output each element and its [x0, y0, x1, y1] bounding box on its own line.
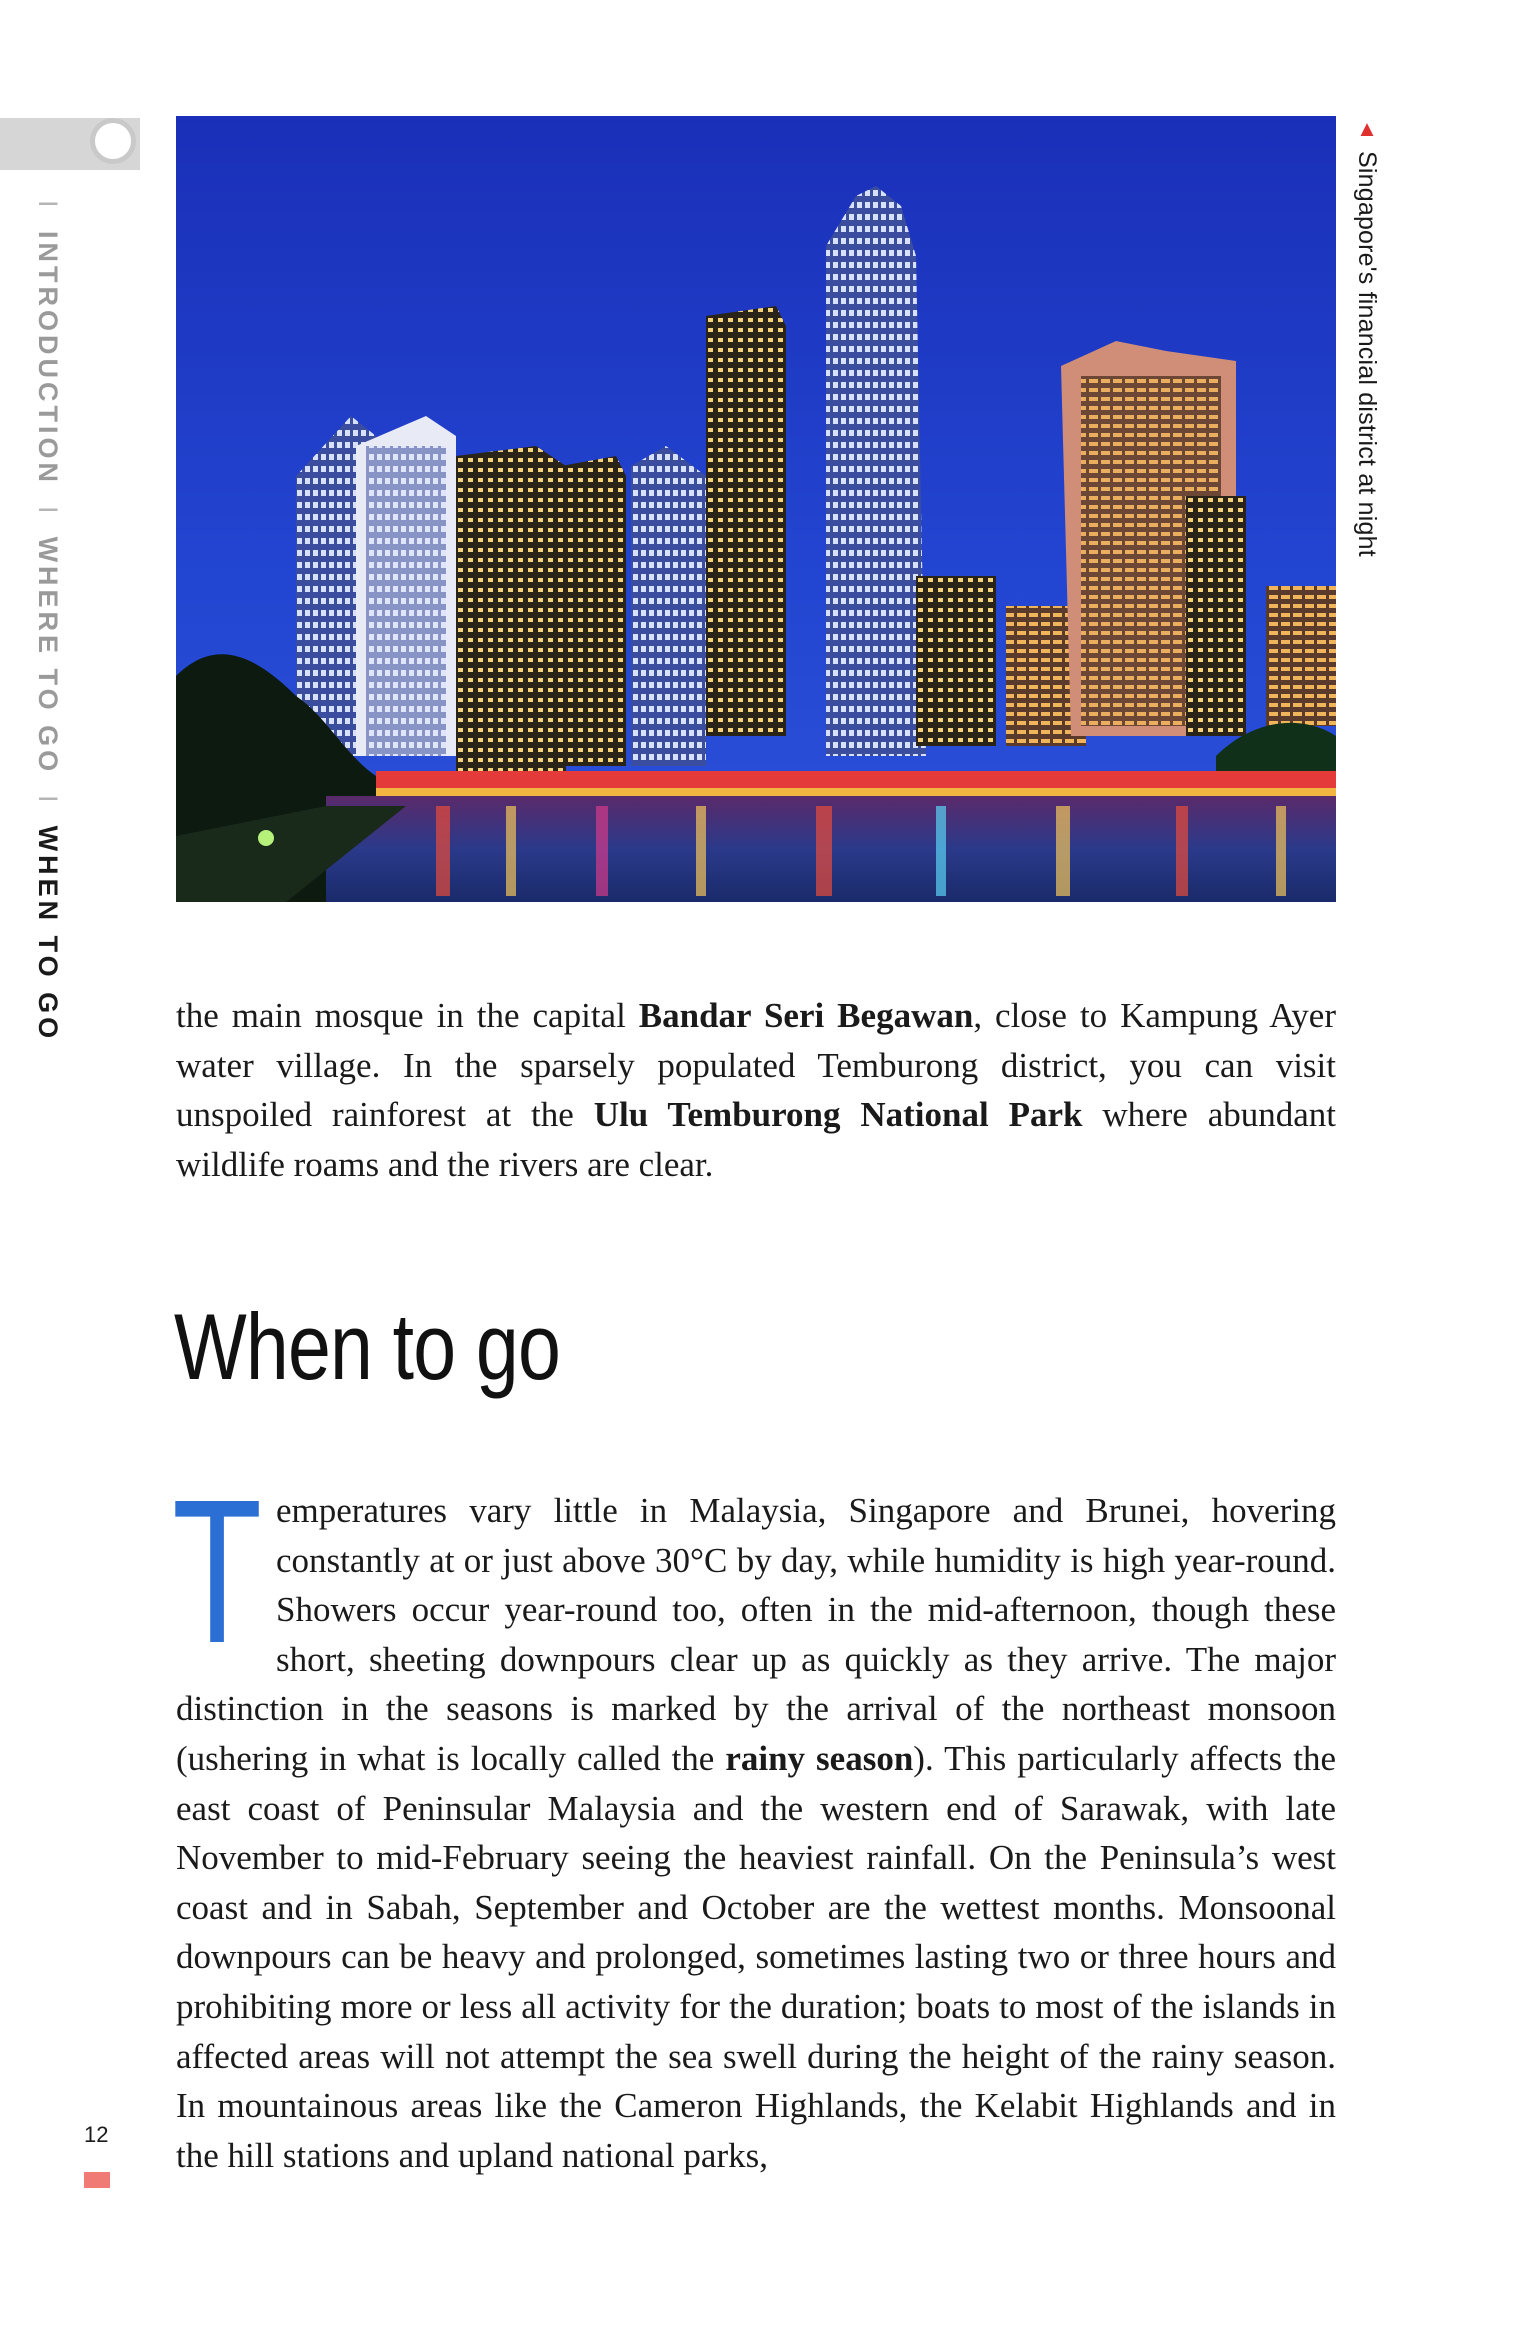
section-tab-circle — [90, 118, 136, 164]
tower — [456, 446, 566, 776]
text-run: ). This particularly affects the east coast of Peninsular Malaysia and the western end of Sarawak, with late November to mid-February seeing the heaviest rainfall. On the Peninsula’s west coast and in Sabah, September and October are the wettest months. Monsoonal downpours can be heavy and prolonged, sometimes lasting two or three hours and prohibiting more or less all activity for the duration; boats to most of the islands in affected areas will not attempt the sea swell during the height of the rainy season. In mountainous areas like the Cameron Highlands, the Kelabit Highlands and in the hill stations and upland national parks, — [176, 1738, 1336, 2175]
running-head-section-introduction: INTRODUCTION — [33, 231, 63, 487]
folio-marker — [84, 2172, 110, 2188]
place-name: Bandar Seri Begawan — [638, 996, 974, 1035]
running-head-separator: I — [33, 200, 63, 212]
running-head — [28, 192, 68, 1042]
tower — [631, 446, 706, 766]
running-head-separator: I — [33, 505, 63, 518]
text-run: where abundant wildlife roams and the rivers are clear. — [176, 1095, 1336, 1184]
text-run: emperatures vary little in Malaysia, Singapore and Brunei, hovering constantly at or just above 30°C by day, while humidity is high year-round. Showers occur year-round too, often in the mid-afternoon, though these short, sheeting downpours clear up as quickly as they arrive. The major distinction in the seasons is marked by the arrival of the northeast monsoon (ushering in what is locally called the — [176, 1491, 1336, 1778]
drop-cap: T — [172, 1457, 263, 1686]
text-run: the main mosque in the capital — [176, 996, 639, 1035]
section-heading: When to go — [174, 1294, 561, 1399]
tower — [826, 186, 926, 756]
text-run: , close to Kampung Ayer water village. In the sparsely populated Temburong district, you can visit unspoiled rainforest at the — [176, 996, 1336, 1135]
tower — [706, 306, 786, 736]
page-number: 12 — [84, 2122, 109, 2147]
running-head-separator: I — [33, 794, 63, 807]
skyline-photo — [176, 116, 1336, 902]
place-name: Ulu Temburong National Park — [593, 1095, 1083, 1135]
caption-pointer-icon: ▲ — [1354, 116, 1380, 142]
running-head-section-where-to-go: WHERE TO GO — [33, 536, 63, 776]
caption-text: Singapore's financial district at night — [1353, 151, 1381, 558]
running-head-current-section: WHEN TO GO — [33, 825, 63, 1043]
section-paragraph — [172, 1457, 1336, 2180]
key-term: rainy season — [725, 1738, 914, 1778]
photo-caption — [1352, 116, 1381, 557]
tower — [561, 456, 626, 766]
intro-paragraph — [176, 991, 1336, 1189]
skyline-illustration — [176, 116, 1336, 902]
